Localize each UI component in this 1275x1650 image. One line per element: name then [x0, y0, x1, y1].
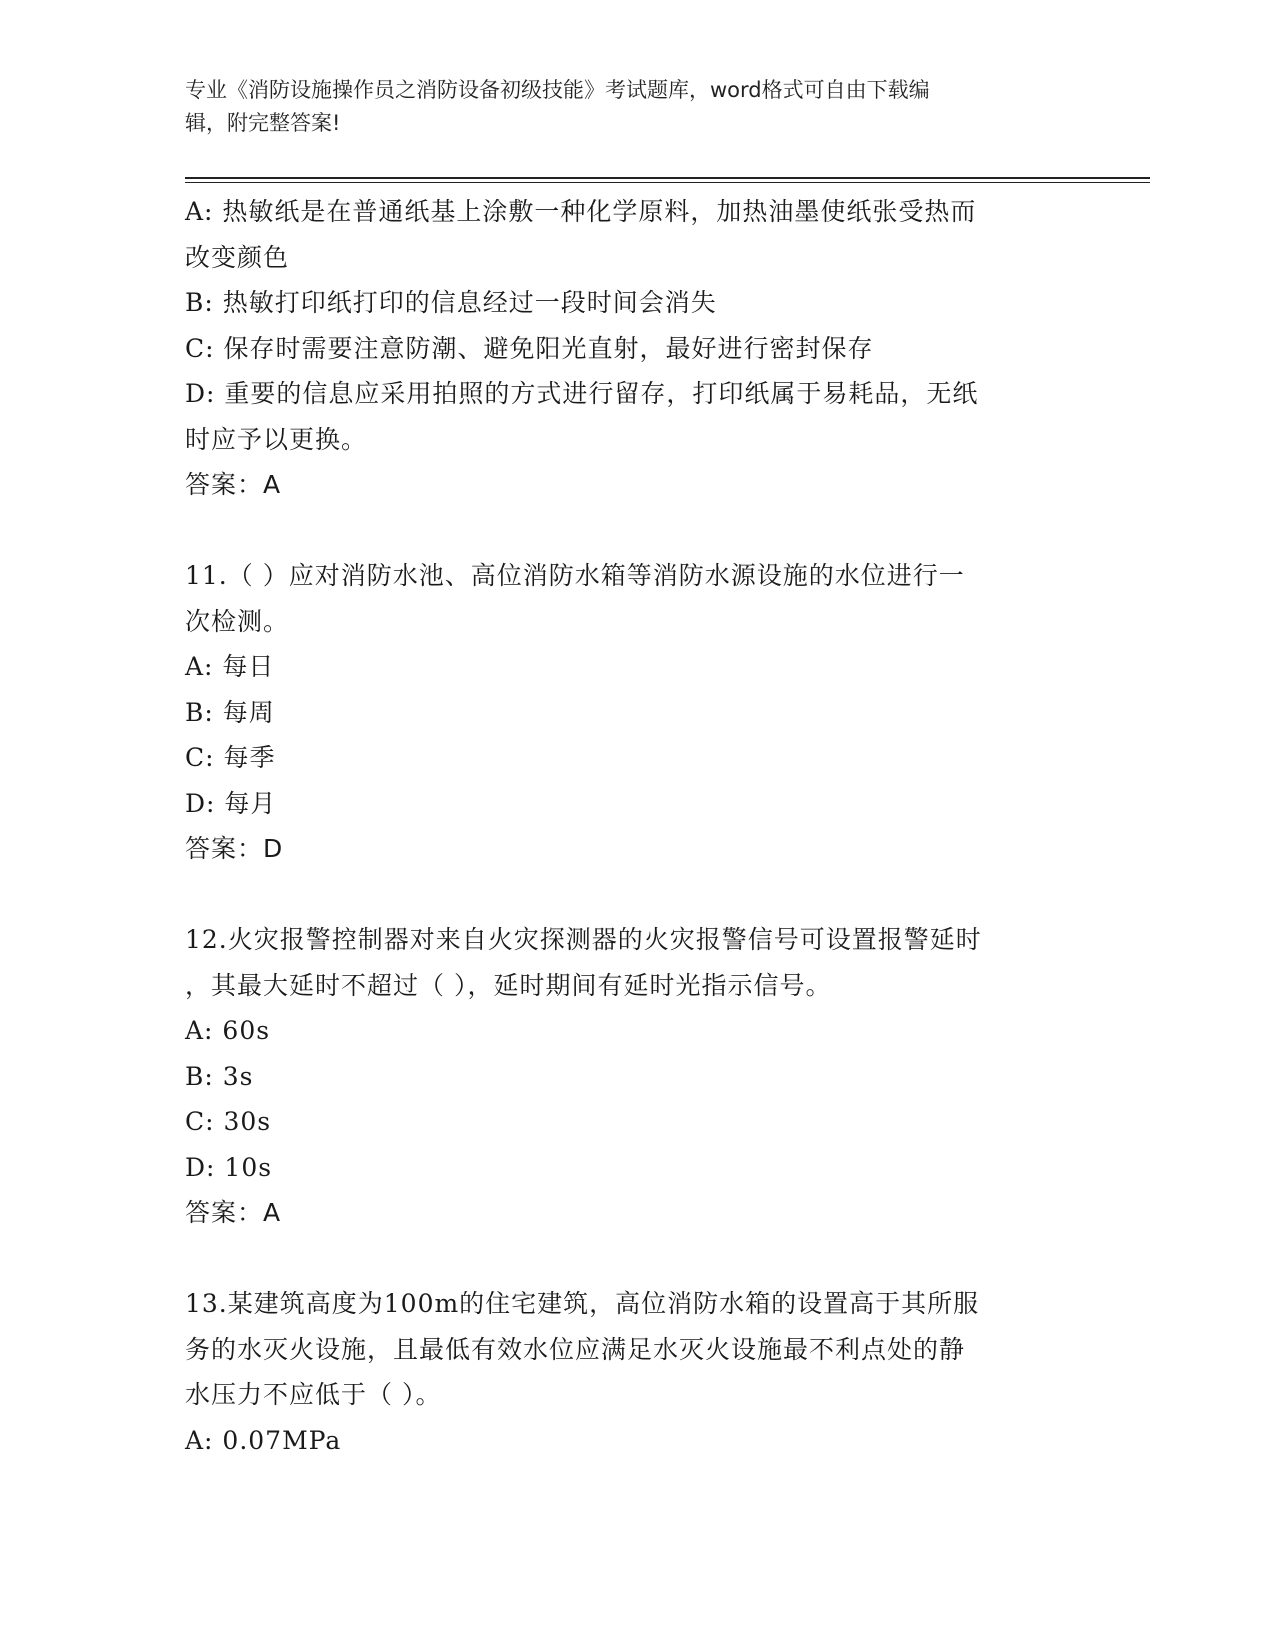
q12-option-b: B: 3s: [185, 1061, 254, 1091]
question-spacer: [185, 872, 1075, 918]
q13-stem-line-1: 13.某建筑高度为100m的住宅建筑，高位消防水箱的设置高于其所服: [185, 1289, 980, 1318]
q11-option-c: C: 每季: [185, 743, 276, 772]
header-line-1: 专业《消防设施操作员之消防设备初级技能》考试题库，word格式可自由下载编: [185, 78, 930, 102]
q11-option-a: A: 每日: [185, 652, 275, 681]
page-header: [185, 74, 1065, 140]
q12-stem-line-1: 12.火灾报警控制器对来自火灾探测器的火灾报警信号可设置报警延时: [185, 925, 982, 954]
header-line-2: 辑，附完整答案!: [185, 111, 341, 135]
q10-option-c: C: 保存时需要注意防潮、避免阳光直射，最好进行密封保存: [185, 333, 874, 363]
question-spacer: [185, 1236, 1075, 1282]
q12-option-a: A: 60s: [185, 1016, 271, 1045]
q11-answer: 答案：D: [185, 834, 284, 863]
header-rule-thick: [185, 177, 1150, 179]
q10-option-b: B: 热敏打印纸打印的信息经过一段时间会消失: [185, 288, 717, 317]
q10-option-d-line-1: D: 重要的信息应采用拍照的方式进行留存，打印纸属于易耗品，无纸: [185, 379, 979, 408]
question-11: [185, 553, 1075, 872]
q12-option-d: D: 10s: [185, 1152, 273, 1182]
q11-option-d: D: 每月: [185, 788, 277, 818]
question-10: [185, 189, 1075, 508]
q10-answer: 答案：A: [185, 470, 282, 499]
q13-option-a: A: 0.07MPa: [185, 1425, 342, 1455]
header-rule-thin: [185, 182, 1150, 183]
question-list: [185, 189, 1075, 1463]
question-spacer: [185, 508, 1075, 554]
q11-stem-line-1: 11.（ ）应对消防水池、高位消防水箱等消防水源设施的水位进行一: [185, 561, 965, 590]
q12-stem-line-2: ，其最大延时不超过（ ），延时期间有延时光指示信号。: [185, 970, 832, 1000]
question-13: [185, 1281, 1075, 1463]
q11-stem-line-2: 次检测。: [185, 606, 290, 636]
q12-option-c: C: 30s: [185, 1107, 272, 1136]
q10-option-d-line-2: 时应予以更换。: [185, 424, 368, 454]
q13-stem-line-3: 水压力不应低于（ ）。: [185, 1380, 442, 1409]
q10-option-a-line-2: 改变颜色: [185, 242, 290, 272]
q10-option-a-line-1: A: 热敏纸是在普通纸基上涂敷一种化学原料，加热油墨使纸张受热而: [185, 197, 977, 226]
q12-answer: 答案：A: [185, 1198, 282, 1227]
q11-option-b: B: 每周: [185, 697, 275, 727]
question-12: [185, 917, 1075, 1236]
q13-stem-line-2: 务的水灭火设施，且最低有效水位应满足水灭火设施最不利点处的静: [185, 1334, 966, 1364]
